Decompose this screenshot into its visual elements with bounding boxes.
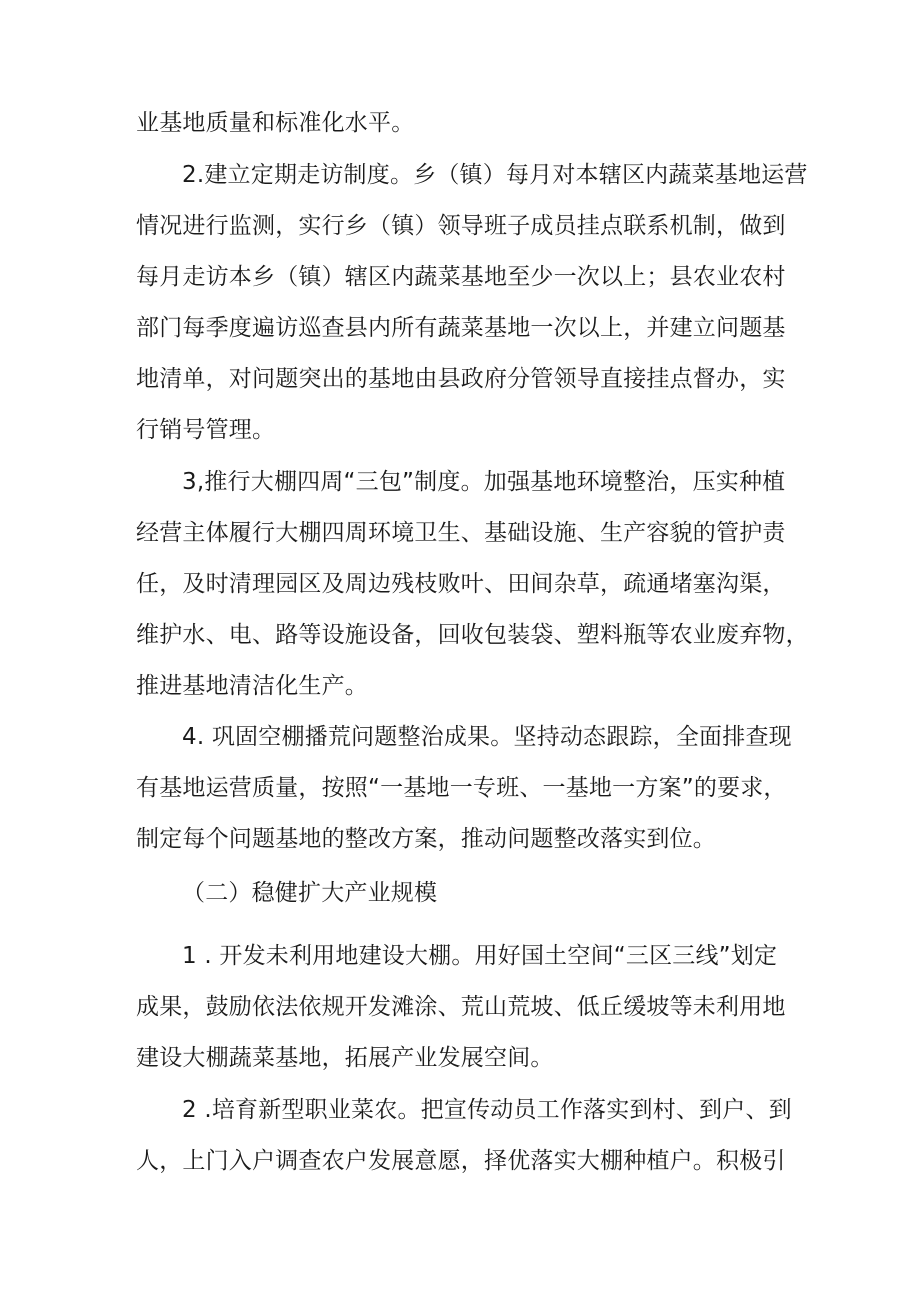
paragraph-line: 经营主体履行大棚四周环境卫生、基础设施、生产容貌的管护责 xyxy=(136,520,786,546)
section-heading: （二）稳健扩大产业规模 xyxy=(182,880,438,906)
paragraph-line: 2.建立定期走访制度。乡（镇）每月对本辖区内蔬菜基地运营 xyxy=(182,162,808,188)
paragraph-line: 4. 巩固空棚播荒问题整治成果。坚持动态跟踪，全面排查现 xyxy=(182,724,792,750)
paragraph-line: 业基地质量和标准化水平。 xyxy=(136,110,415,136)
paragraph-line: 部门每季度遍访巡查县内所有蔬菜基地一次以上，并建立问题基 xyxy=(136,315,786,341)
paragraph-line: 推进基地清洁化生产。 xyxy=(136,673,368,699)
paragraph-line: 人，上门入户调查农户发展意愿，择优落实大棚种植户。积极引 xyxy=(136,1148,786,1174)
paragraph-line: 2 .培育新型职业菜农。把宣传动员工作落实到村、到户、到 xyxy=(182,1097,792,1123)
paragraph-line: 成果，鼓励依法依规开发滩涂、荒山荒坡、低丘缓坡等未利用地 xyxy=(136,994,786,1020)
paragraph-line: 制定每个问题基地的整改方案，推动问题整改落实到位。 xyxy=(136,826,716,852)
paragraph-line: 有基地运营质量，按照“一基地一专班、一基地一方案”的要求， xyxy=(136,775,787,801)
paragraph-line: 每月走访本乡（镇）辖区内蔬菜基地至少一次以上；县农业农村 xyxy=(136,264,786,290)
paragraph-line: 地清单，对问题突出的基地由县政府分管领导直接挂点督办，实 xyxy=(136,366,786,392)
paragraph-line: 3,推行大棚四周“三包”制度。加强基地环境整治，压实种植 xyxy=(182,469,786,495)
paragraph-line: 情况进行监测，实行乡（镇）领导班子成员挂点联系机制，做到 xyxy=(136,213,786,239)
paragraph-line: 1 . 开发未利用地建设大棚。用好国土空间“三区三线”划定 xyxy=(182,943,778,969)
paragraph-line: 行销号管理。 xyxy=(136,417,276,443)
paragraph-line: 任，及时清理园区及周边残枝败叶、田间杂草，疏通堵塞沟渠， xyxy=(136,571,786,597)
paragraph-line: 维护水、电、路等设施设备，回收包装袋、塑料瓶等农业废弃物， xyxy=(136,622,809,648)
paragraph-line: 建设大棚蔬菜基地，拓展产业发展空间。 xyxy=(136,1045,554,1071)
